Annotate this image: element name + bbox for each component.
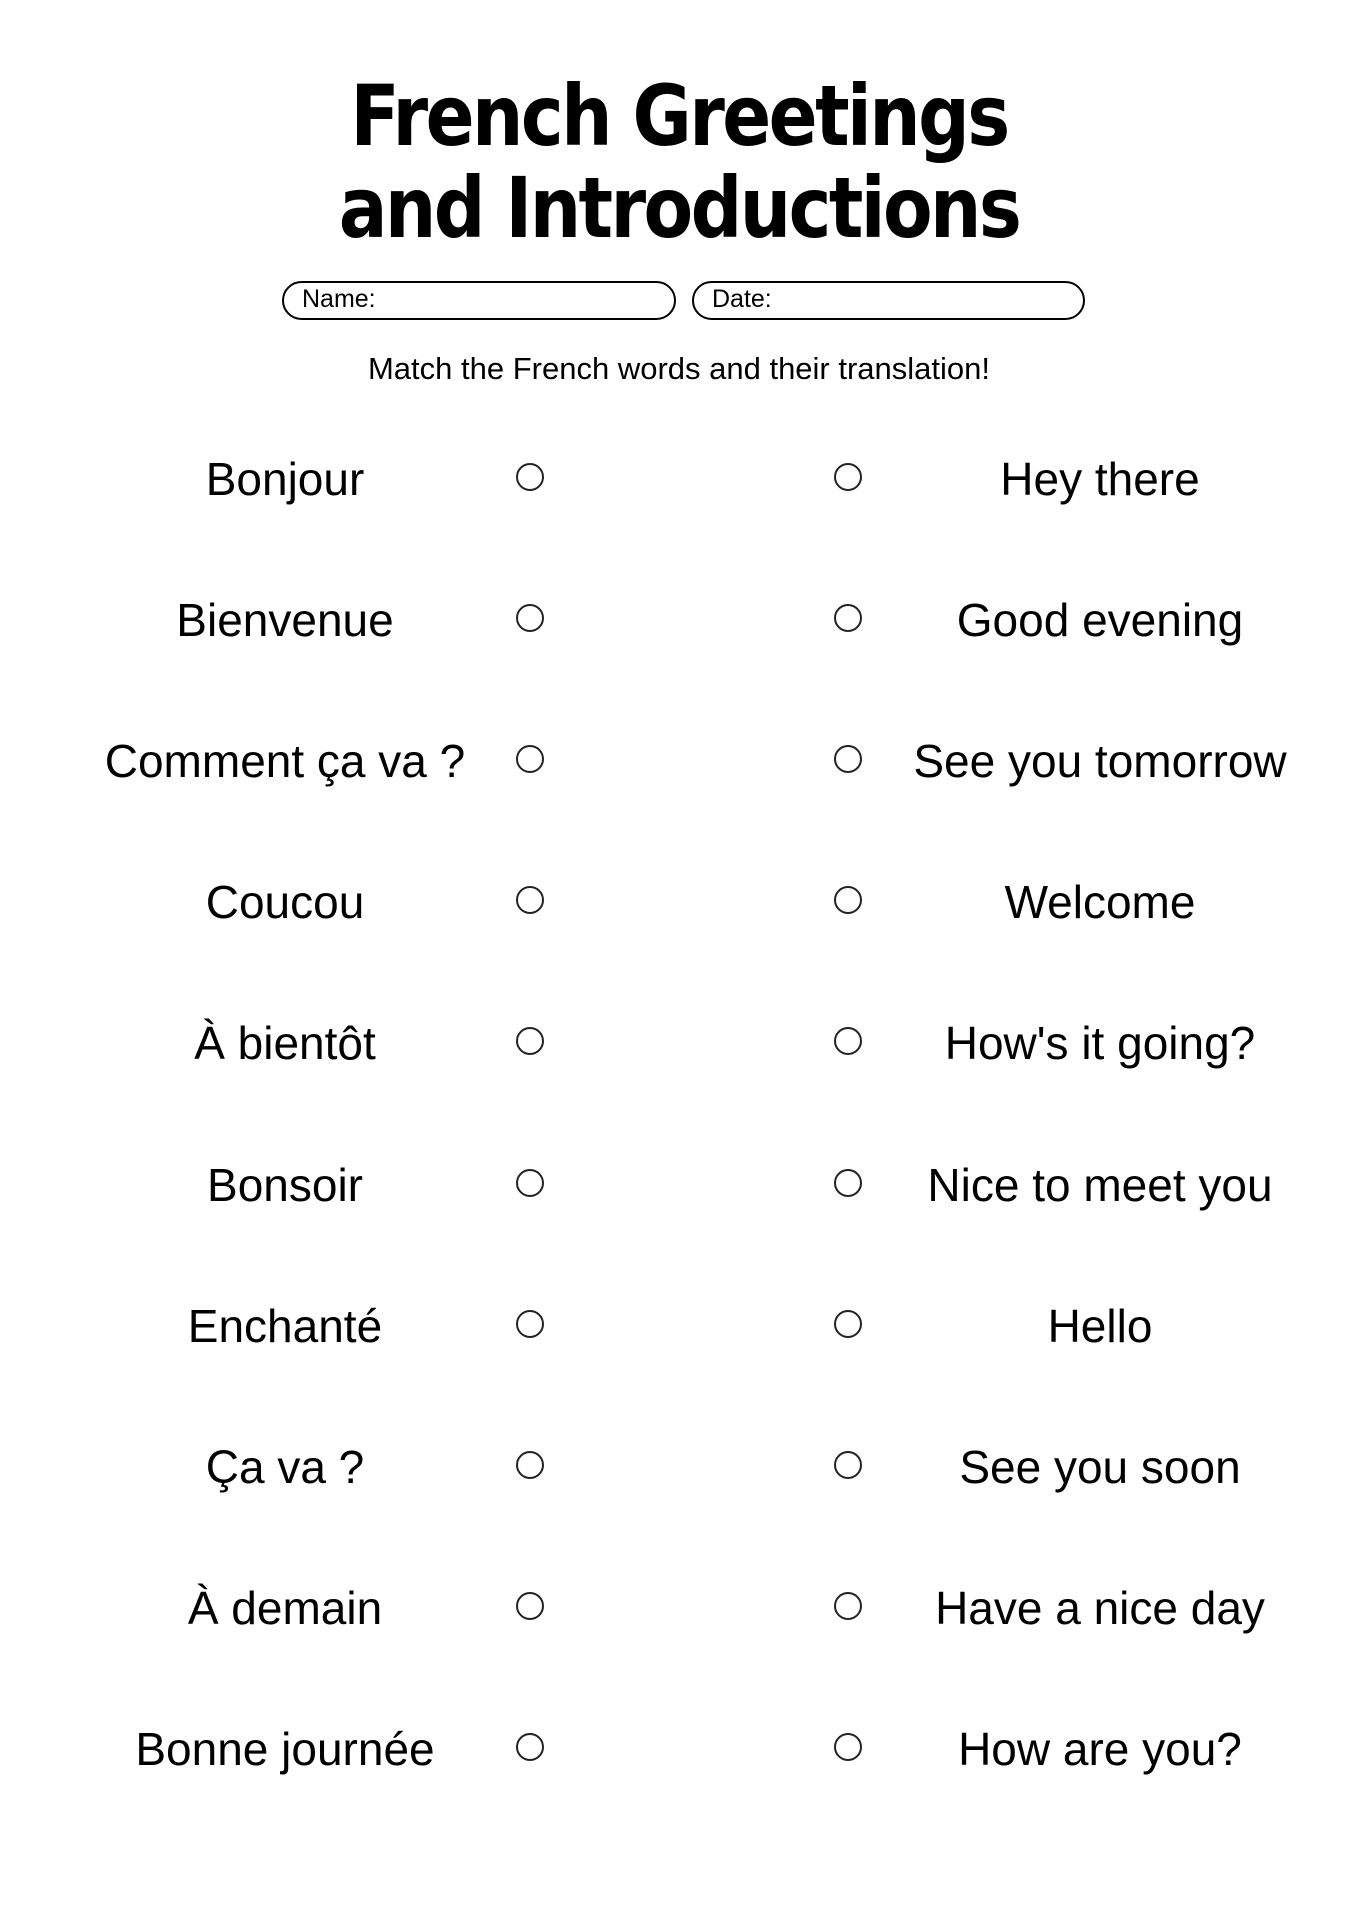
title-line-1: French Greetings	[350, 67, 1008, 165]
match-dot-right[interactable]	[834, 1169, 862, 1197]
english-translation: Hello	[1047, 1299, 1153, 1352]
match-dot-right[interactable]	[834, 604, 862, 632]
match-dot-right[interactable]	[834, 1451, 862, 1479]
match-dot-left[interactable]	[516, 604, 544, 632]
english-translation: How are you?	[958, 1722, 1242, 1775]
french-word: À demain	[187, 1581, 383, 1634]
match-dot-right[interactable]	[834, 1592, 862, 1620]
matching-row	[0, 1155, 1358, 1215]
french-word: À bientôt	[194, 1017, 376, 1070]
match-dot-left[interactable]	[516, 1733, 544, 1761]
matching-row	[0, 449, 1358, 509]
match-dot-left[interactable]	[516, 1592, 544, 1620]
matching-row	[0, 590, 1358, 650]
matching-row	[0, 731, 1358, 791]
match-dot-left[interactable]	[516, 1169, 544, 1197]
match-dot-left[interactable]	[516, 463, 544, 491]
english-translation: Welcome	[1004, 876, 1196, 929]
match-dot-left[interactable]	[516, 886, 544, 914]
match-dot-left[interactable]	[516, 1310, 544, 1338]
french-word: Coucou	[205, 876, 365, 929]
matching-row	[0, 1437, 1358, 1497]
english-translation: Good evening	[956, 594, 1244, 647]
name-label: Name:	[302, 285, 376, 313]
french-word: Bonsoir	[207, 1158, 363, 1211]
matching-row	[0, 1578, 1358, 1638]
english-translation: See you tomorrow	[913, 735, 1287, 788]
matching-row	[0, 1296, 1358, 1356]
french-word: Comment ça va ?	[104, 735, 466, 788]
match-dot-right[interactable]	[834, 463, 862, 491]
match-dot-right[interactable]	[834, 886, 862, 914]
matching-row	[0, 1719, 1358, 1779]
name-field[interactable]	[282, 281, 676, 320]
match-dot-right[interactable]	[834, 1027, 862, 1055]
matching-row	[0, 1013, 1358, 1073]
english-translation: Hey there	[1000, 453, 1200, 505]
french-word: Bonne journée	[135, 1722, 435, 1775]
english-translation: Nice to meet you	[927, 1158, 1273, 1211]
english-translation: Have a nice day	[935, 1581, 1265, 1634]
match-dot-left[interactable]	[516, 1027, 544, 1055]
french-word: Bonjour	[205, 453, 365, 505]
match-dot-left[interactable]	[516, 745, 544, 773]
date-field[interactable]	[692, 281, 1085, 320]
french-word: Enchanté	[187, 1299, 383, 1352]
english-translation: See you soon	[959, 1440, 1241, 1493]
matching-row	[0, 872, 1358, 932]
worksheet-title	[95, 67, 1263, 257]
match-dot-right[interactable]	[834, 745, 862, 773]
instructions: Match the French words and their translation!	[367, 351, 991, 386]
match-dot-right[interactable]	[834, 1733, 862, 1761]
french-word: Ça va ?	[205, 1440, 365, 1493]
french-word: Bienvenue	[176, 594, 394, 647]
match-dot-right[interactable]	[834, 1310, 862, 1338]
date-label: Date:	[712, 285, 772, 313]
english-translation: How's it going?	[944, 1017, 1256, 1070]
title-line-2: and Introductions	[338, 159, 1020, 257]
match-dot-left[interactable]	[516, 1451, 544, 1479]
